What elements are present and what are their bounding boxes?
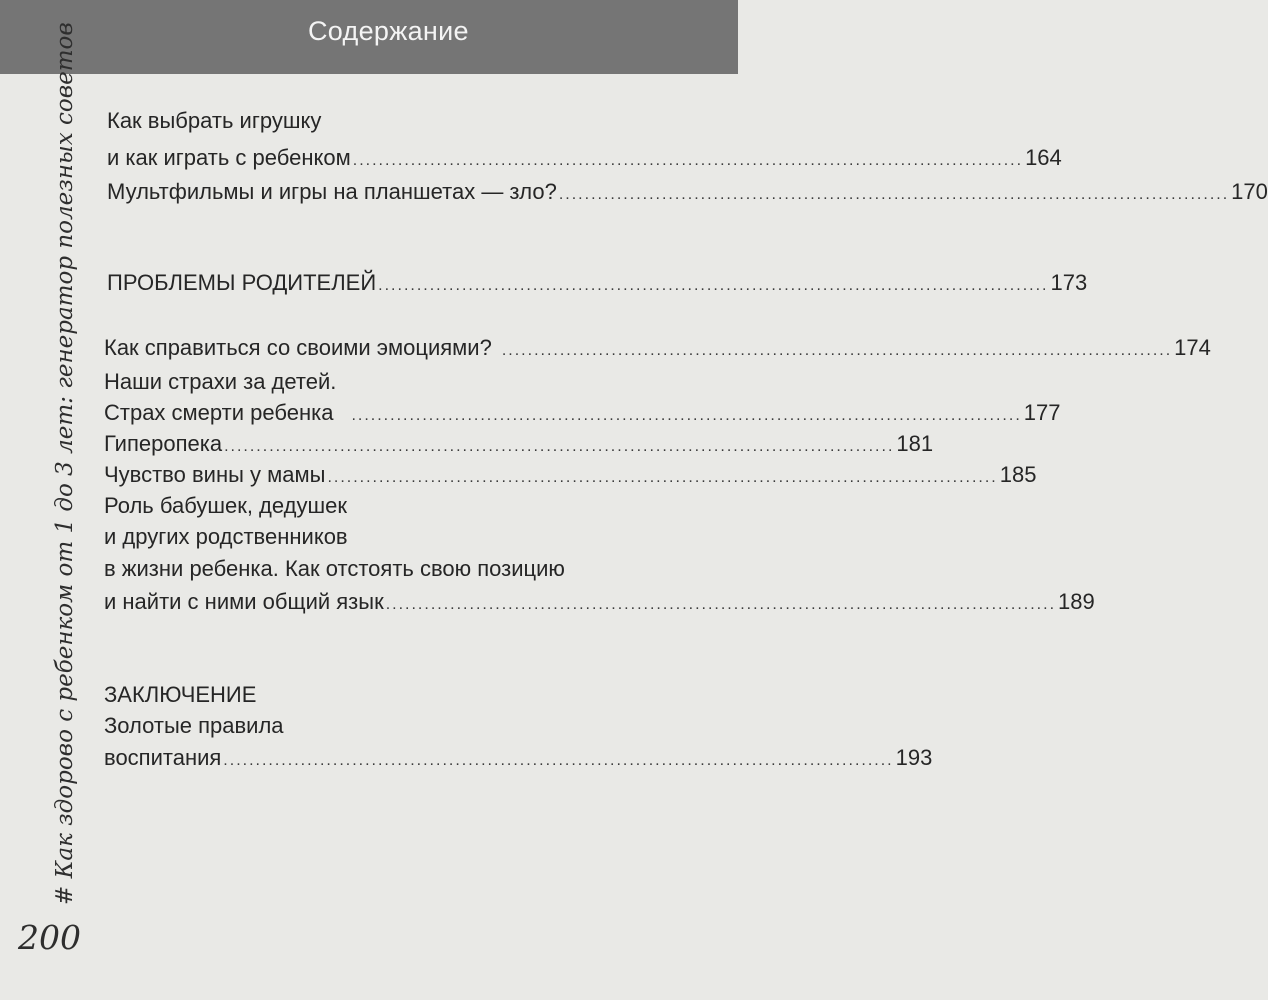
toc-section-conclusion: ЗАКЛЮЧЕНИЕ — [104, 682, 257, 707]
leader-dots: ........................................................................................................ — [327, 469, 998, 486]
toc-entry-emotions — [104, 331, 1211, 365]
toc-entry-title: и найти с ними общий язык — [104, 589, 384, 614]
running-book-title: # Как здорово с ребенком от 1 до 3 лет: генератор полезных советов — [52, 22, 78, 905]
toc-section-parents — [107, 266, 1088, 300]
leader-dots: ........................................................................................................ — [378, 277, 1049, 294]
toc-entry-cartoons — [107, 175, 1268, 209]
toc-entry-guilt — [104, 458, 1037, 492]
leader-dots: ........................................................................................................ — [352, 152, 1024, 169]
toc-entry-title: Мультфильмы и игры на планшетах — зло? — [107, 179, 557, 204]
toc-entry-overprotection — [104, 427, 934, 461]
header-title: Содержание — [308, 16, 469, 46]
toc-entry-page: 170 — [1231, 179, 1268, 204]
leader-dots: ........................................................................................................ — [385, 596, 1057, 613]
toc-entry-toy — [107, 141, 1062, 175]
toc-entry-rules — [104, 741, 933, 775]
toc-entry-rules-line1: Золотые правила — [104, 713, 284, 738]
toc-entry-page: 173 — [1050, 270, 1088, 295]
toc-entry-title: Страх смерти ребенка — [104, 400, 334, 425]
toc-entry-grand-line1: Роль бабушек, дедушек — [104, 493, 347, 518]
toc-entry-page: 185 — [999, 462, 1037, 487]
toc-entry-page: 164 — [1025, 145, 1062, 170]
toc-entry-fears — [104, 396, 1061, 430]
toc-entry-page: 189 — [1058, 589, 1095, 614]
leader-dots: ........................................................................................................ — [224, 438, 895, 455]
toc-entry-grand-line2: и других родственников — [104, 524, 348, 549]
toc-section-title: ПРОБЛЕМЫ РОДИТЕЛЕЙ — [107, 270, 377, 295]
page-number: 200 — [18, 918, 81, 957]
toc-entry-title: Как справиться со своими эмоциями? — [104, 335, 492, 360]
leader-dots: ........................................................................................................ — [223, 752, 894, 769]
toc-entry-page: 177 — [1023, 400, 1061, 425]
toc-entry-title: Чувство вины у мамы — [104, 462, 326, 487]
leader-dots: ........................................................................................................ — [558, 186, 1230, 203]
toc-entry-page: 181 — [896, 431, 934, 456]
leader-dots: ........................................................................................................ — [501, 342, 1173, 359]
toc-entry-fears-line1: Наши страхи за детей. — [104, 369, 337, 394]
toc-entry-grandparents — [104, 585, 1095, 619]
toc-entry-grand-line3: в жизни ребенка. Как отстоять свою позицию — [104, 556, 565, 581]
toc-entry-title: Гиперопека — [104, 431, 223, 456]
toc-entry-page: 193 — [895, 745, 933, 770]
toc-entry-title: воспитания — [104, 745, 222, 770]
page-header — [0, 0, 738, 74]
leader-dots: ........................................................................................................ — [351, 407, 1022, 424]
toc-entry-title: и как играть с ребенком — [107, 145, 351, 170]
toc-entry-toy-line1: Как выбрать игрушку — [107, 108, 322, 133]
toc-entry-page: 174 — [1174, 335, 1211, 360]
